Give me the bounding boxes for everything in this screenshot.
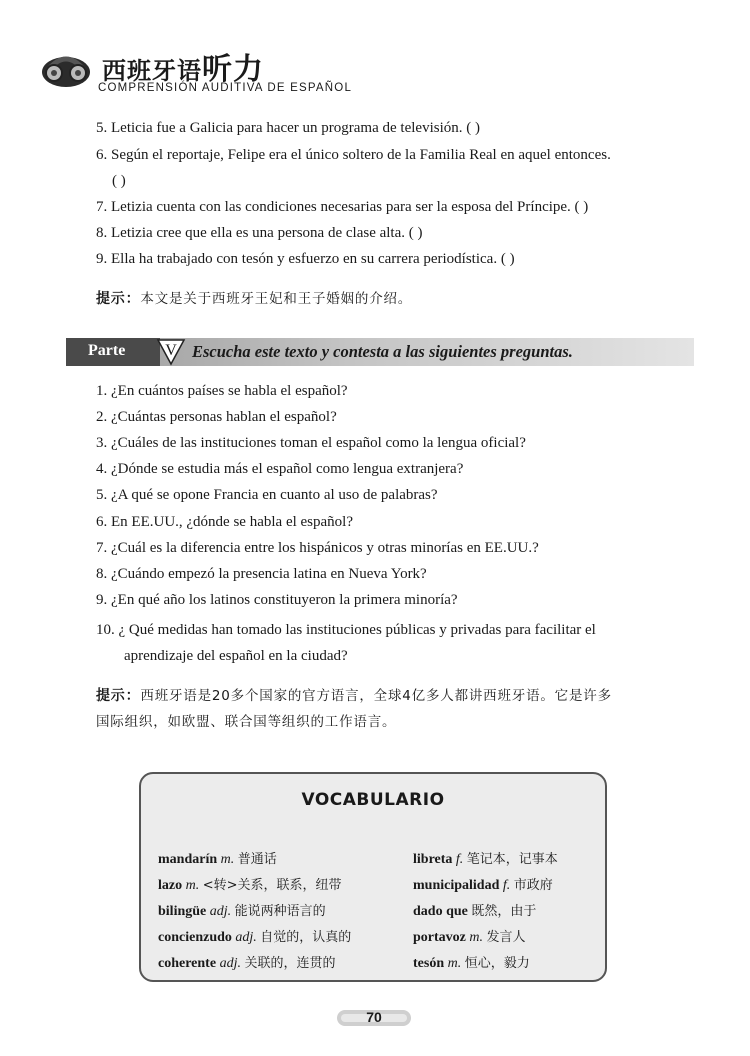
question-item: 9. ¿En qué año los latinos constituyeron la primera minoría? [96,592,458,608]
list-item: 6. Según el reportaje, Felipe era el único soltero de la Familia Real en aquel entonces. [96,147,611,163]
list-item: 7. Letizia cuenta con las condiciones necesarias para ser la esposa del Príncipe. ( ) [96,199,589,215]
list-item-continuation: ( ) [112,173,126,189]
question-item: 1. ¿En cuántos países se habla el español? [96,383,348,399]
question-item: 5. ¿A qué se opone Francia en cuanto al uso de palabras? [96,487,438,503]
vocabulary-title: VOCABULARIO [301,790,445,810]
question-item-continuation: aprendizaje del español en la ciudad? [124,648,348,664]
vocabulary-entry: bilingüe adj. 能说两种语言的 [158,904,326,919]
vocabulary-entry: libreta f. 笔记本，记事本 [413,852,558,867]
book-subtitle: COMPRENSIÓN AUDITIVA DE ESPAÑOL [98,82,353,94]
vocabulary-entry: lazo m. <转>关系，联系，纽带 [158,878,342,893]
vocabulary-entry: concienzudo adj. 自觉的，认真的 [158,930,352,945]
book-title: 西班牙语听力 [102,52,264,87]
book-header [40,40,400,100]
vocabulary-entry: dado que 既然，由于 [413,904,537,919]
question-item: 10. ¿ Qué medidas han tomado las instituciones públicas y privadas para facilitar el [96,622,596,638]
hint-text: 提示：西班牙语是20多个国家的官方语言，全球4亿多人都讲西班牙语。它是许多 [96,688,612,704]
question-item: 2. ¿Cuántas personas hablan el español? [96,409,337,425]
vocabulary-entry: coherente adj. 关联的，连贯的 [158,956,336,971]
vocabulary-entry: tesón m. 恒心，毅力 [413,956,530,971]
question-item: 6. En EE.UU., ¿dónde se habla el español? [96,514,353,530]
page-number: 70 [366,1009,382,1025]
hint-text-continuation: 国际组织，如欧盟、联合国等组织的工作语言。 [96,714,397,730]
vocabulary-entry: portavoz m. 发言人 [413,930,526,945]
question-item: 8. ¿Cuándo empezó la presencia latina en Nueva York? [96,566,427,582]
question-item: 4. ¿Dónde se estudia más el español como lengua extranjera? [96,461,464,477]
list-item: 8. Letizia cree que ella es una persona de clase alta. ( ) [96,225,423,241]
headphones-logo-icon [40,46,92,90]
list-item: 5. Leticia fue a Galicia para hacer un programa de televisión. ( ) [96,120,480,136]
section-label: Parte [88,342,126,359]
section-instruction: Escucha este texto y contesta a las siguientes preguntas. [192,342,573,361]
hint-text: 提示：本文是关于西班牙王妃和王子婚姻的介绍。 [96,291,413,307]
question-item: 3. ¿Cuáles de las instituciones toman el español como la lengua oficial? [96,435,526,451]
vocabulary-entry: municipalidad f. 市政府 [413,878,553,893]
section-number: V [165,342,177,359]
question-item: 7. ¿Cuál es la diferencia entre los hispánicos y otras minorías en EE.UU.? [96,540,539,556]
vocabulary-entry: mandarín m. 普通话 [158,852,277,867]
list-item: 9. Ella ha trabajado con tesón y esfuerzo en su carrera periodística. ( ) [96,251,515,267]
